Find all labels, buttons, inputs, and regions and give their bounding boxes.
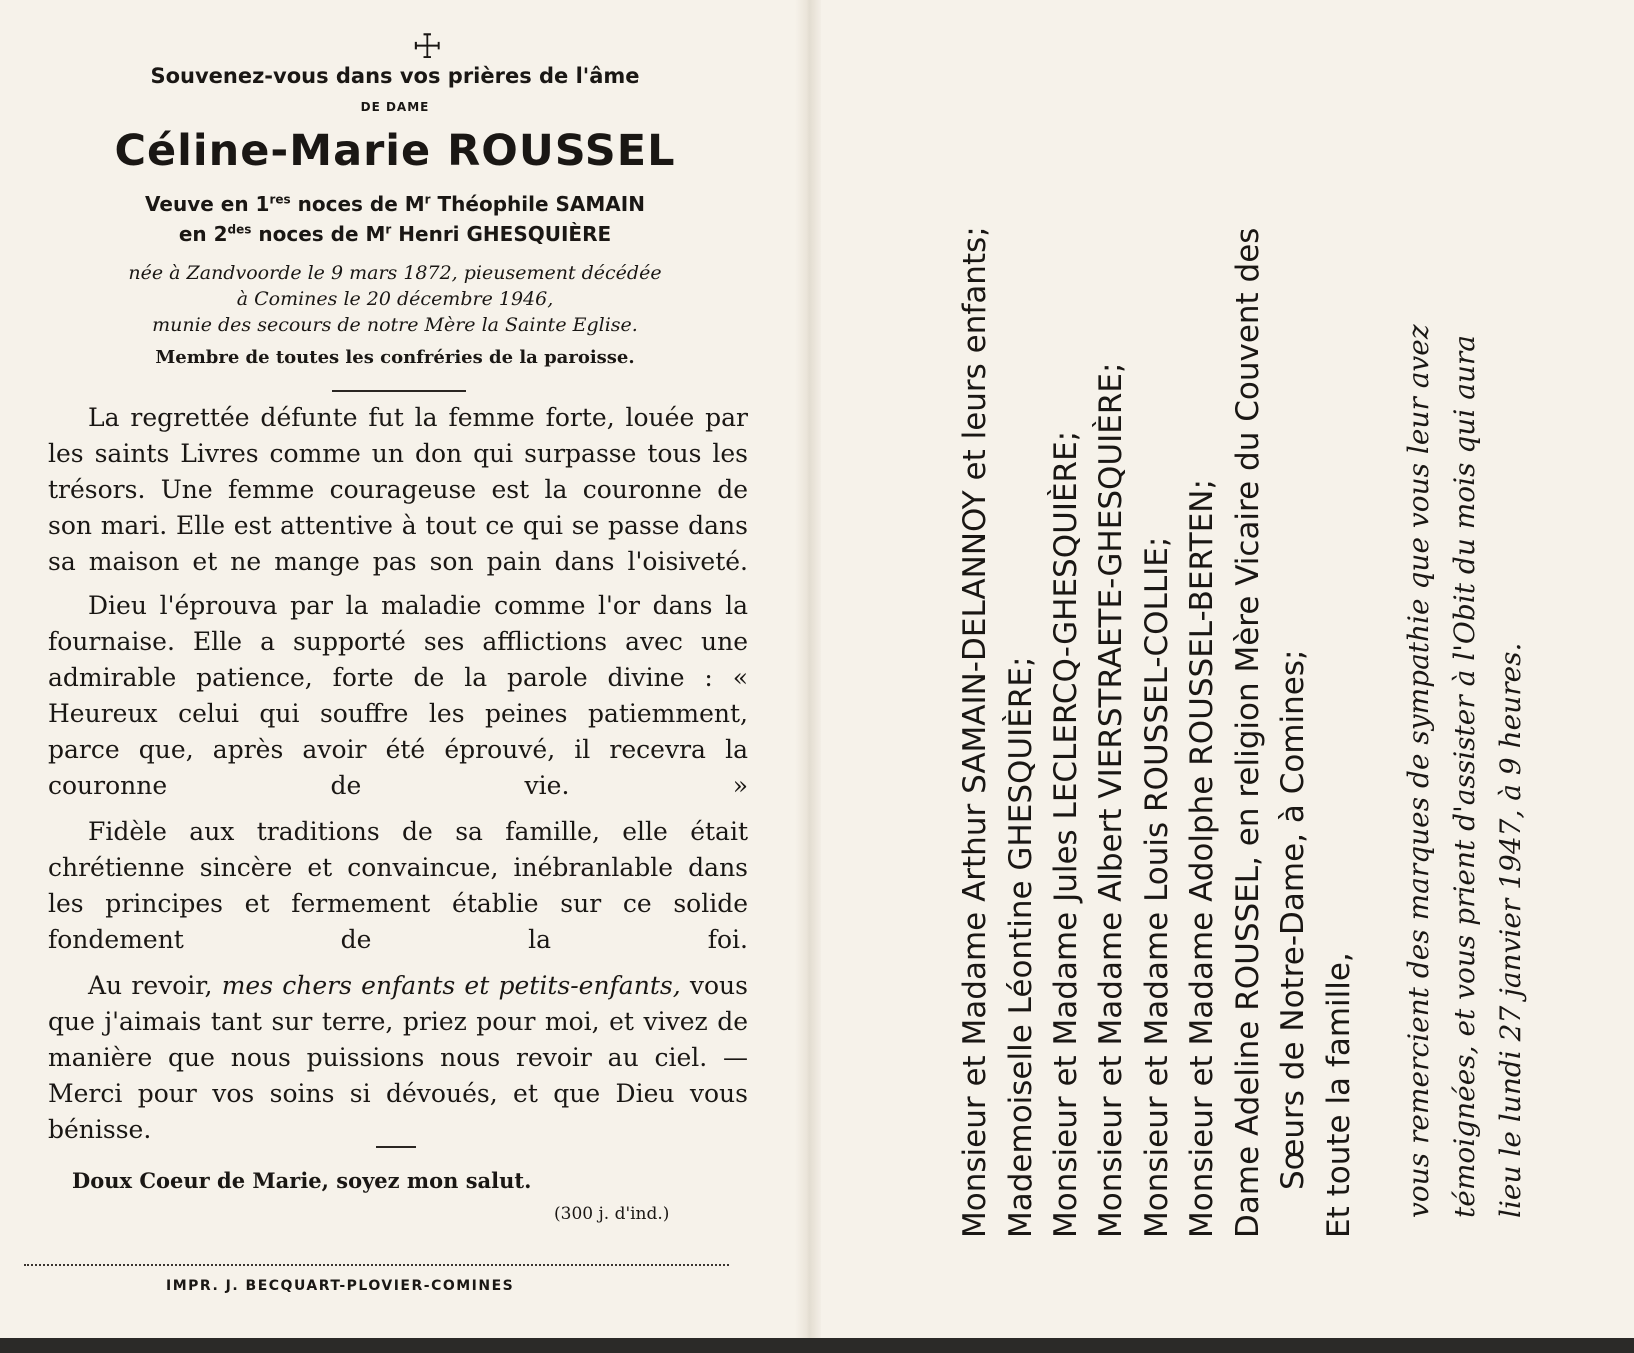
- divider-top: [332, 390, 466, 392]
- family-line-8: Sœurs de Notre-Dame, à Comines;: [1275, 649, 1311, 1190]
- thanks-line-2: témoignées, et vous prient d'assister à l'Obit du mois qui aura: [1448, 335, 1481, 1218]
- de-dame-line: DE DAME: [360, 100, 430, 114]
- cross-icon: ☩: [412, 27, 443, 67]
- indulgence-note: (300 j. d'ind.): [554, 1204, 670, 1224]
- family-line-2: Mademoiselle Léontine GHESQUIÈRE;: [1003, 656, 1039, 1238]
- remember-line: Souvenez-vous dans vos prières de l'âme: [150, 64, 640, 88]
- thanks-line-1: vous remercient des marques de sympathie que vous leur avez: [1402, 324, 1435, 1218]
- family-line-5: Monsieur et Madame Louis ROUSSEL-COLLIE;: [1139, 536, 1175, 1238]
- paragraph-1: La regrettée défunte fut la femme forte, louée par les saints Livres comme un don qui surpasse tous les trésors. Une femme courageuse est la couronne de son mari. Elle est attentive à tout ce qui se passe dans sa maison et ne mange pas son pain dans l'oisiveté.: [48, 403, 748, 576]
- widow-first-a: Veuve en 1: [145, 192, 270, 216]
- family-line-3: Monsieur et Madame Jules LECLERCQ-GHESQUIÈRE;: [1048, 430, 1084, 1238]
- widow-first-b: noces de M: [290, 192, 425, 216]
- family-line-9: Et toute la famille,: [1321, 952, 1357, 1238]
- paragraph-3: Fidèle aux traditions de sa famille, elle était chrétienne sincère et convaincue, inébranlable dans les principes et fermement établie sur ce solide fondement de la foi.: [48, 817, 748, 954]
- printer-line: IMPR. J. BECQUART-PLOVIER-COMINES: [166, 1278, 515, 1294]
- widow-first-line: [30, 192, 760, 216]
- birth-line: née à Zandvoorde le 9 mars 1872, pieusement décédée: [128, 262, 662, 284]
- widow-second-name: Henri GHESQUIÈRE: [391, 222, 612, 246]
- paragraph-4: [48, 968, 748, 1148]
- paragraph-4-a: Au revoir,: [88, 971, 222, 1000]
- widow-second-b: noces de M: [251, 222, 386, 246]
- eulogy-text: [48, 400, 748, 1158]
- family-line-6: Monsieur et Madame Adolphe ROUSSEL-BERTEN;: [1184, 479, 1220, 1238]
- dotted-separator: [24, 1264, 729, 1266]
- widow-second-mr: r: [385, 222, 392, 237]
- sacraments-line: munie des secours de notre Mère la Sainte Eglise.: [152, 314, 638, 336]
- widow-first-name: Théophile SAMAIN: [430, 192, 645, 216]
- divider-bottom: [376, 1146, 416, 1148]
- death-line: à Comines le 20 décembre 1946,: [236, 288, 554, 310]
- page-fold: [795, 0, 821, 1353]
- family-line-4: Monsieur et Madame Albert VIERSTRAETE-GHESQUIÈRE;: [1093, 362, 1129, 1238]
- family-line-1: Monsieur et Madame Arthur SAMAIN-DELANNOY et leurs enfants;: [957, 226, 993, 1238]
- widow-first-sup: res: [269, 192, 291, 207]
- prayer-line: Doux Coeur de Marie, soyez mon salut.: [72, 1168, 532, 1193]
- widow-first-mr: r: [424, 192, 431, 207]
- scan-edge: [0, 1338, 1634, 1353]
- paragraph-4-b: vous que j'aimais tant sur terre, priez pour moi, et vivez de manière que nous puissions nous revoir au ciel. — Merci pour vos soins si dévoués, et que Dieu vous bénisse.: [48, 971, 748, 1144]
- deceased-name: Céline-Marie ROUSSEL: [114, 126, 676, 176]
- widow-second-a: en 2: [178, 222, 228, 246]
- widow-second-line: [30, 222, 760, 246]
- widow-second-sup: des: [227, 222, 252, 237]
- thanks-line-3: lieu le lundi 27 janvier 1947, à 9 heures.: [1494, 642, 1527, 1218]
- paragraph-4-italic: mes chers enfants et petits-enfants,: [221, 971, 681, 1000]
- paragraph-2: Dieu l'éprouva par la maladie comme l'or dans la fournaise. Elle a supporté ses afflictions avec une admirable patience, forte de la parole divine : « Heureux celui qui souffre les peines patiemment, parce que, après avoir été éprouvé, il recevra la couronne de vie. »: [48, 591, 748, 800]
- family-line-7: Dame Adeline ROUSSEL, en religion Mère Vicaire du Couvent des: [1230, 227, 1266, 1238]
- member-line: Membre de toutes les confréries de la paroisse.: [155, 347, 635, 368]
